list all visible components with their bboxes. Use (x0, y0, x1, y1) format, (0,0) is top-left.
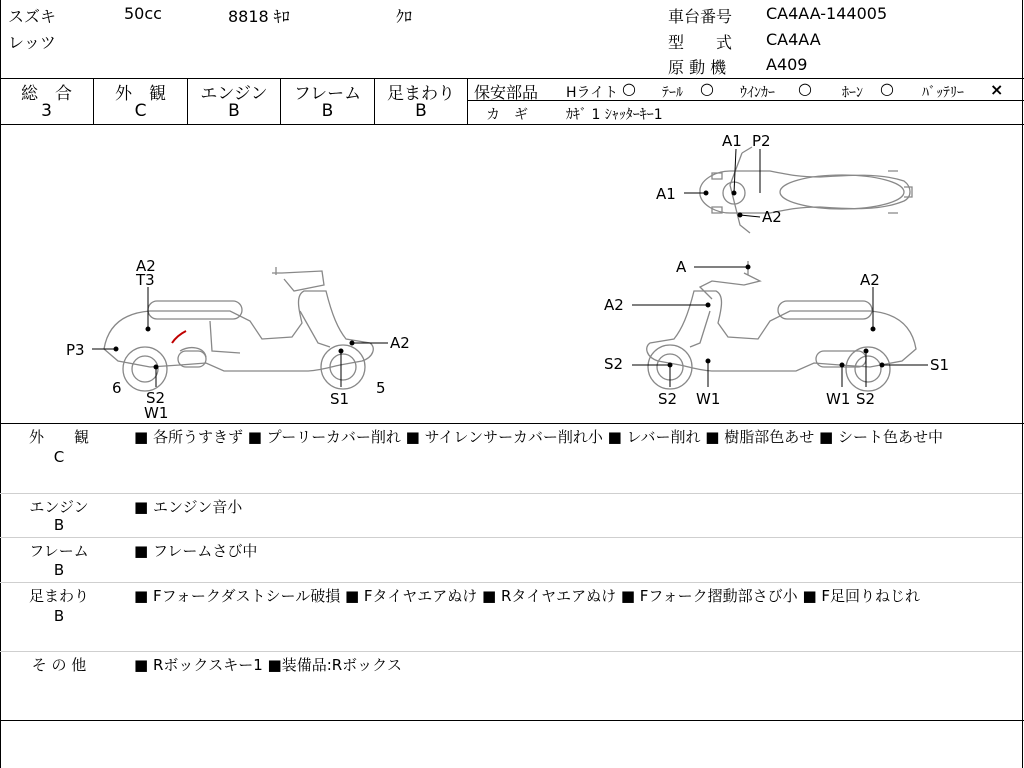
remark-category-frame: フレーム (29, 542, 89, 560)
safety-item-horn: ﾎｰﾝ (842, 85, 863, 101)
frame-no-label: 車台番号 (668, 7, 733, 26)
remark-category-engine: エンジン (29, 498, 89, 516)
label-right-a: A (676, 258, 687, 276)
safety-mark-battery: × (990, 80, 1004, 99)
label-left-5: 5 (376, 379, 386, 397)
remark-text-suspension: ■ Fフォークダストシール破損 ■ Fタイヤエアぬけ ■ Rタイヤエアぬけ ■ Fフォーク摺動部さび小 ■ F足回りねじれ (134, 587, 921, 605)
label-top-a2: A2 (762, 208, 782, 226)
remark-divider (0, 582, 1022, 583)
engine-value: A409 (766, 55, 808, 74)
label-right-w1: W1 (696, 390, 721, 408)
mileage: 8818 ｷﾛ (228, 7, 290, 26)
engine-label: 原 動 機 (668, 58, 727, 77)
key-value: ｶｷﾞ 1 ｼｬｯﾀｰｷｰ1 (566, 107, 663, 123)
model-name: レッツ (8, 33, 56, 52)
safety-item-tail: ﾃｰﾙ (662, 85, 683, 101)
label-top-a1: A1 (722, 132, 742, 150)
grade-value-exterior: C (134, 101, 147, 121)
safety-item-headlight: Hライト (566, 85, 619, 101)
label-right-a2: A2 (860, 271, 880, 289)
remark-grade-engine: B (53, 516, 65, 534)
label-top-p2: P2 (752, 132, 771, 150)
color: ｸﾛ (396, 7, 413, 26)
grade-value-suspension: B (415, 101, 427, 121)
label-right-s2-bottom: S2 (658, 390, 678, 408)
grade-header-engine: エンジン (200, 84, 268, 104)
grade-header-exterior: 外 観 (115, 84, 166, 104)
remark-text-exterior: ■ 各所うすきず ■ プーリーカバー削れ ■ サイレンサーカバー削れ小 ■ レバー削れ ■ 樹脂部色あせ ■ シート色あせ中 (134, 428, 943, 446)
safety-label: 保安部品 (474, 83, 539, 102)
grade-header-frame: フレーム (293, 84, 362, 104)
remarks-bottom-line (0, 720, 1024, 721)
safety-item-battery: ﾊﾞｯﾃﾘｰ (922, 85, 964, 101)
remark-category-other: そ の 他 (31, 656, 87, 674)
remark-category-exterior: 外 観 (28, 428, 89, 446)
remark-text-other: ■ Rボックスキー1 ■装備品:Rボックス (134, 656, 403, 674)
safety-mark-headlight: ○ (622, 79, 636, 98)
frame-right (1022, 0, 1023, 768)
remark-text-engine: ■ エンジン音小 (134, 498, 243, 516)
label-left-p3: P3 (66, 341, 85, 359)
label-left-t3: T3 (136, 271, 155, 289)
remark-grade-exterior: C (53, 448, 65, 466)
grade-value-overall: 3 (41, 101, 52, 121)
damage-diagram (0, 125, 1022, 423)
label-right-s2-rear: S2 (856, 390, 876, 408)
grid-divider (467, 78, 468, 124)
frame-no: CA4AA-144005 (766, 4, 888, 23)
label-right-w1-rear: W1 (826, 390, 851, 408)
remark-grade-frame: B (53, 561, 65, 579)
label-right-a2-left: A2 (604, 296, 624, 314)
remark-divider (0, 651, 1022, 652)
type-value: CA4AA (766, 30, 821, 49)
label-left-a2-front: A2 (390, 334, 410, 352)
maker: スズキ (8, 7, 57, 26)
remark-divider (0, 493, 1022, 494)
remark-text-frame: ■ フレームさび中 (134, 542, 258, 560)
remark-grade-suspension: B (53, 607, 65, 625)
scooter-top-view (700, 147, 912, 233)
key-label: カ ギ (486, 107, 528, 123)
label-top-a1-left: A1 (656, 185, 676, 203)
safety-item-winker: ｳｲﾝｶｰ (740, 85, 775, 101)
displacement: 50cc (124, 4, 162, 23)
remark-divider (0, 537, 1022, 538)
label-right-s1: S1 (930, 356, 950, 374)
grade-value-engine: B (228, 101, 240, 121)
safety-mark-winker: ○ (798, 79, 812, 98)
safety-mark-horn: ○ (880, 79, 894, 98)
label-left-a2: A2 (136, 257, 156, 275)
remark-category-suspension: 足まわり (28, 587, 89, 605)
label-left-w1: W1 (144, 404, 169, 422)
grade-header-suspension: 足まわり (387, 84, 455, 104)
grade-header-overall: 総 合 (21, 84, 72, 104)
remarks-top-line (0, 423, 1024, 424)
label-left-6: 6 (112, 379, 122, 397)
grade-value-frame: B (321, 101, 334, 121)
type-label: 型 式 (668, 33, 733, 52)
safety-mark-tail: ○ (700, 79, 714, 98)
label-left-s1: S1 (330, 390, 350, 408)
damage-mark-red (172, 331, 186, 343)
label-right-s2-left: S2 (604, 355, 624, 373)
label-left-s2: S2 (146, 389, 166, 407)
